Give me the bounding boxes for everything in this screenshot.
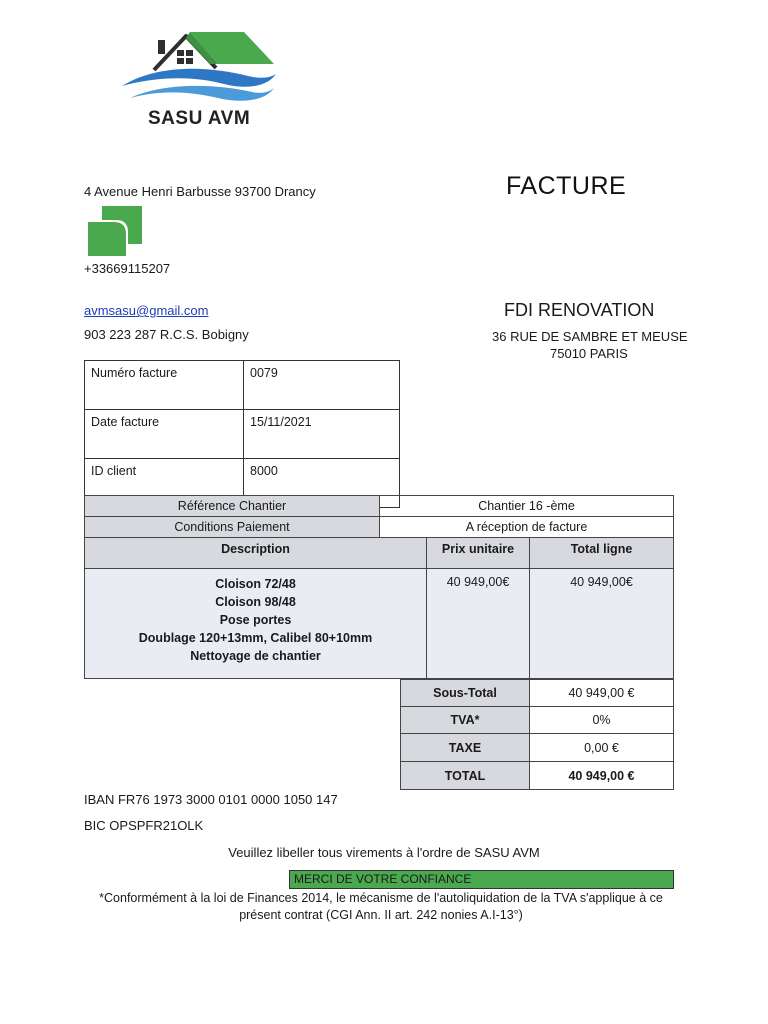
info-value: 15/11/2021 [244,410,400,459]
legal-note: *Conformément à la loi de Finances 2014, le mécanisme de l'autoliquidation de la TVA s'applique à ce présent contrat (CGI Ann. II art. 242 nonies A.I-13°) [99,891,663,922]
taxe-label: TAXE [400,733,530,762]
client-street: 36 RUE DE SAMBRE ET MEUSE [492,329,688,344]
item-line-total: 40 949,00€ [529,568,674,679]
total-value: 40 949,00 € [529,761,674,790]
subtotal-row [84,679,674,707]
seller-rcs: 903 223 287 R.C.S. Bobigny [84,327,249,342]
invoice-info-table [84,360,400,508]
tva-row [84,706,674,734]
header-unit-price: Prix unitaire [426,537,530,569]
info-label: Date facture [85,410,244,459]
item-line: Pose portes [219,613,292,627]
iban: IBAN FR76 1973 3000 0101 0000 1050 147 [84,792,338,807]
chantier-reference-row [84,495,674,517]
seller-address: 4 Avenue Henri Barbusse 93700 Drancy [84,184,316,199]
taxe-value: 0,00 € [529,733,674,762]
info-row-date [85,410,400,459]
item-description [84,568,427,679]
tva-label: TVA* [400,706,530,734]
item-line: Cloison 98/48 [215,595,296,609]
info-label: ID client [85,459,244,508]
item-line: Nettoyage de chantier [190,649,321,663]
company-name: SASU AVM [148,108,251,129]
chantier-reference-value: Chantier 16 -ème [379,495,674,517]
thank-you-banner [289,870,674,889]
taxe-row [84,733,674,762]
info-label: Numéro facture [85,361,244,410]
seller-email-link[interactable]: avmsasu@gmail.com [84,303,209,318]
total-row [84,761,674,790]
header-line-total: Total ligne [529,537,674,569]
bic: BIC OPSPFR21OLK [84,818,204,833]
seller-phone: +33669115207 [84,261,171,276]
conditions-value: A réception de facture [379,516,674,538]
client-city: 75010 PARIS [550,346,628,361]
item-line: Doublage 120+13mm, Calibel 80+10mm [138,631,373,645]
header-description: Description [84,537,427,569]
info-row-number [85,361,400,410]
items-header-row [84,537,674,569]
item-unit-price: 40 949,00€ [426,568,530,679]
total-label: TOTAL [400,761,530,790]
item-line: Cloison 72/48 [215,577,296,591]
subtotal-label: Sous-Total [400,679,530,707]
document-title: FACTURE [506,172,627,200]
house-wave-logo [118,28,280,106]
chantier-reference-label: Référence Chantier [84,495,380,517]
subtotal-value: 40 949,00 € [529,679,674,707]
info-value: 0079 [244,361,400,410]
info-value: 8000 [244,459,400,508]
thank-you-text: MERCI DE VOTRE CONFIANCE [294,872,472,886]
tva-value: 0% [529,706,674,734]
phone-icon [86,206,142,258]
conditions-row [84,516,674,538]
client-name: FDI RENOVATION [504,300,655,320]
conditions-label: Conditions Paiement [84,516,380,538]
item-row [84,568,674,679]
payment-instruction: Veuillez libeller tous virements à l'ordre de SASU AVM [228,845,540,860]
